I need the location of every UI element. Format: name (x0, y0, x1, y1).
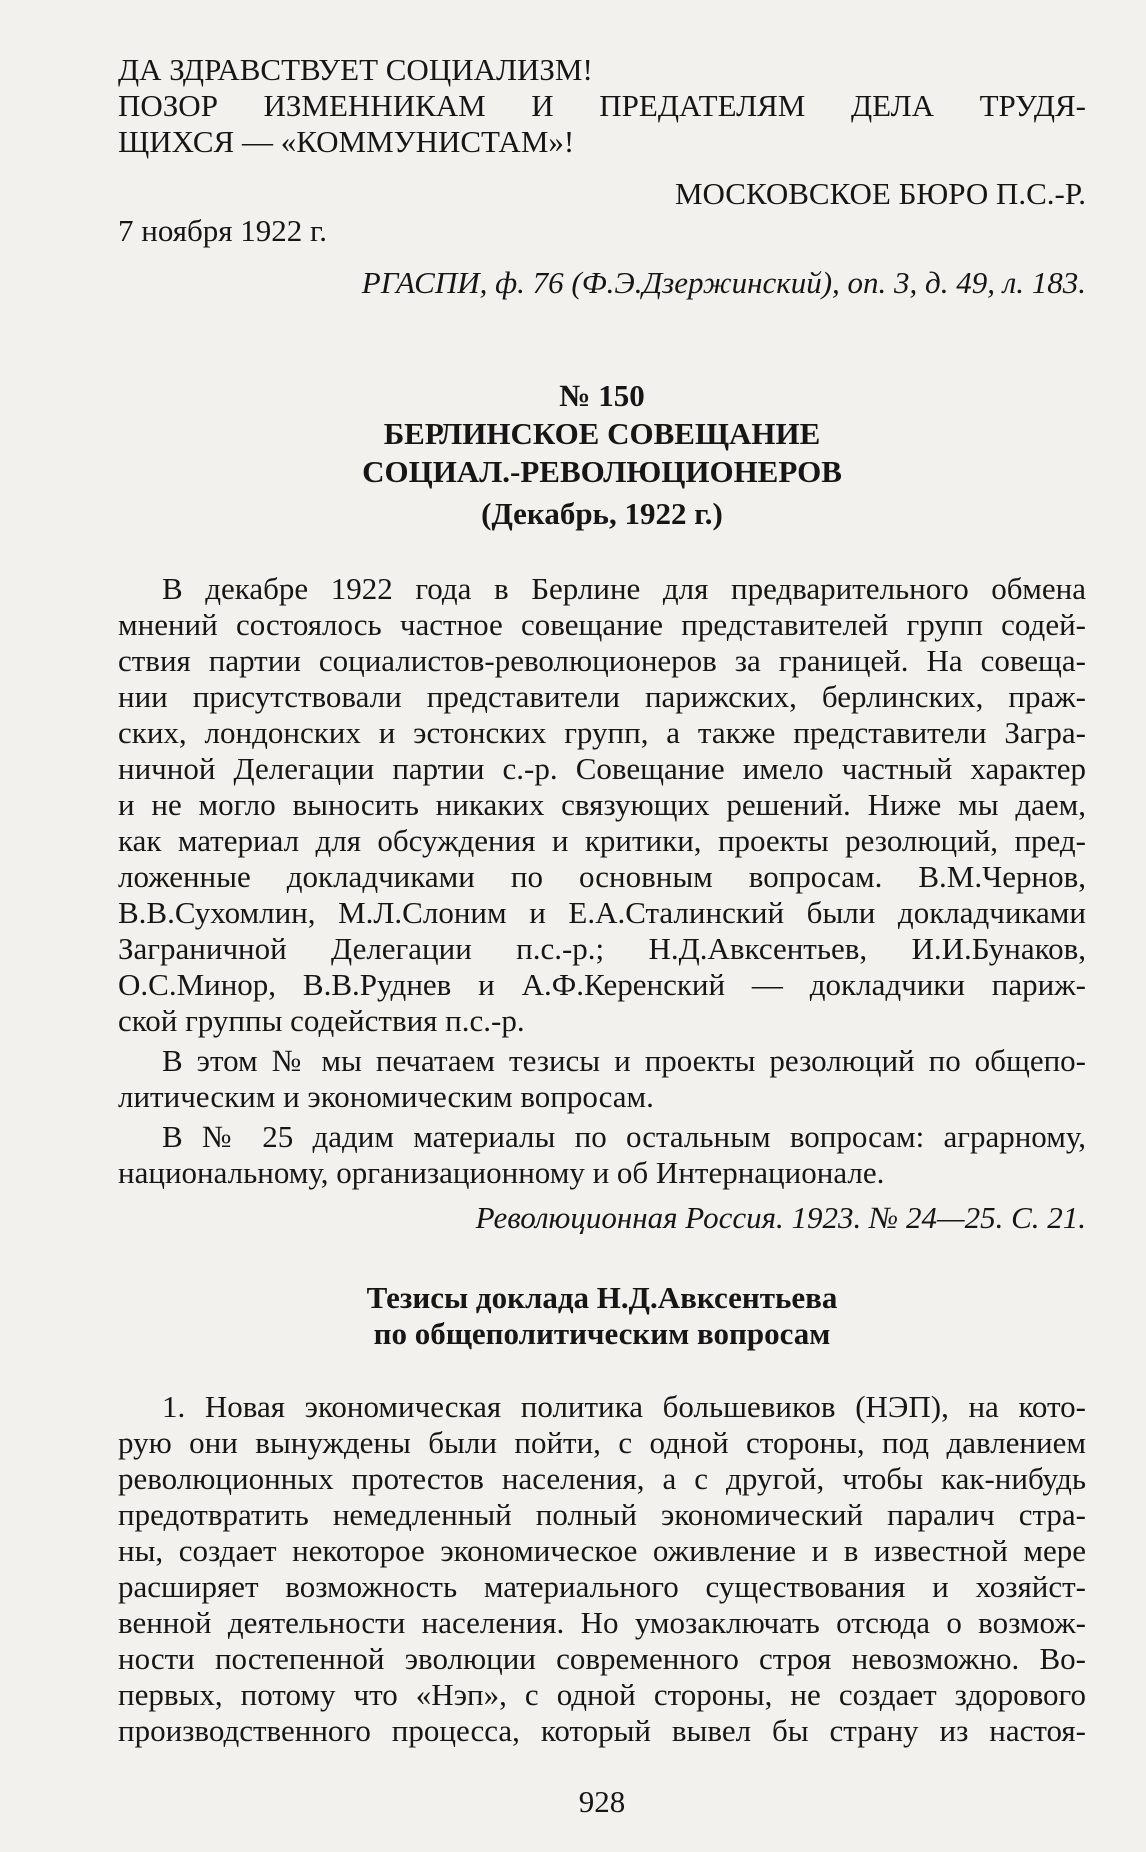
text-line: предотвратить немедленный полный экономический паралич стра- (118, 1497, 1086, 1532)
text-line: нии присутствовали представители парижских, берлинских, праж- (118, 679, 1086, 714)
slogan-line: ДА ЗДРАВСТВУЕТ СОЦИАЛИЗМ! (118, 52, 593, 87)
document-title: БЕРЛИНСКОЕ СОВЕЩАНИЕ (383, 416, 821, 451)
text-line: первых, потому что «Нэп», с одной стороны, не создает здорового (118, 1677, 1086, 1712)
date: 7 ноября 1922 г. (118, 213, 328, 248)
document-number: № 150 (559, 378, 645, 413)
document-title: СОЦИАЛ.-РЕВОЛЮЦИОНЕРОВ (362, 454, 842, 489)
text-line: революционных протестов населения, а с другой, чтобы как-нибудь (118, 1461, 1086, 1496)
text-line: ских, лондонских и эстонских групп, а также представители Загра- (118, 715, 1086, 750)
section-title: Тезисы доклада Н.Д.Авксентьева (366, 1280, 838, 1315)
text-line: ны, создает некоторое экономическое оживление и в известной мере (118, 1533, 1086, 1568)
text-line: литическим и экономическим вопросам. (118, 1079, 654, 1114)
document-subtitle: (Декабрь, 1922 г.) (481, 496, 723, 531)
text-line: О.С.Минор, В.В.Руднев и А.Ф.Керенский — докладчики париж- (118, 967, 1086, 1002)
text-line: как материал для обсуждения и критики, проекты резолюций, пред- (118, 823, 1086, 858)
archive-source: РГАСПИ, ф. 76 (Ф.Э.Дзержинский), оп. 3, д. 49, л. 183. (361, 265, 1086, 300)
text-line: производственного процесса, который вывел бы страну из настоя- (118, 1713, 1086, 1748)
text-line: В этом № мы печатаем тезисы и проекты резолюций по общепо- (162, 1043, 1086, 1078)
text-line: национальному, организационному и об Интернационале. (118, 1155, 885, 1190)
text-line: В.В.Сухомлин, М.Л.Слоним и Е.А.Сталинский были докладчиками (118, 895, 1086, 930)
text-line: венной деятельности населения. Но умозаключать отсюда о возмож- (118, 1605, 1086, 1640)
text-line: ничной Делегации партии с.-р. Совещание имело частный характер (118, 751, 1086, 786)
slogan-line: ЩИХСЯ — «КОММУНИСТАМ»! (118, 124, 575, 159)
text-line: расширяет возможность материального существования и хозяйст- (118, 1569, 1086, 1604)
text-line: В № 25 дадим материалы по остальным вопросам: аграрному, (162, 1119, 1086, 1154)
signature: МОСКОВСКОЕ БЮРО П.С.-Р. (674, 176, 1086, 211)
text-line: и не могло выносить никаких связующих решений. Ниже мы даем, (118, 787, 1086, 822)
text-line: В декабре 1922 года в Берлине для предварительного обмена (162, 571, 1086, 606)
text-line: ложенные докладчиками по основным вопросам. В.М.Чернов, (118, 859, 1086, 894)
publication-source: Революционная Россия. 1923. № 24—25. С. 21. (475, 1200, 1086, 1235)
text-line: рую они вынуждены были пойти, с одной стороны, под давлением (118, 1425, 1086, 1460)
page-number: 928 (578, 1784, 626, 1819)
text-line: ствия партии социалистов-революционеров за границей. На совеща- (118, 643, 1086, 678)
text-line: мнений состоялось частное совещание представителей групп содей- (118, 607, 1086, 642)
section-title: по общеполитическим вопросам (373, 1316, 831, 1351)
text-line: Заграничной Делегации п.с.-р.; Н.Д.Авксентьев, И.И.Бунаков, (118, 931, 1086, 966)
text-line: 1. Новая экономическая политика большевиков (НЭП), на кото- (162, 1389, 1086, 1424)
slogan-line: ПОЗОР ИЗМЕННИКАМ И ПРЕДАТЕЛЯМ ДЕЛА ТРУДЯ- (118, 88, 1086, 123)
text-line: ности постепенной эволюции современного строя невозможно. Во- (118, 1641, 1086, 1676)
text-line: ской группы содействия п.с.-р. (118, 1003, 525, 1038)
